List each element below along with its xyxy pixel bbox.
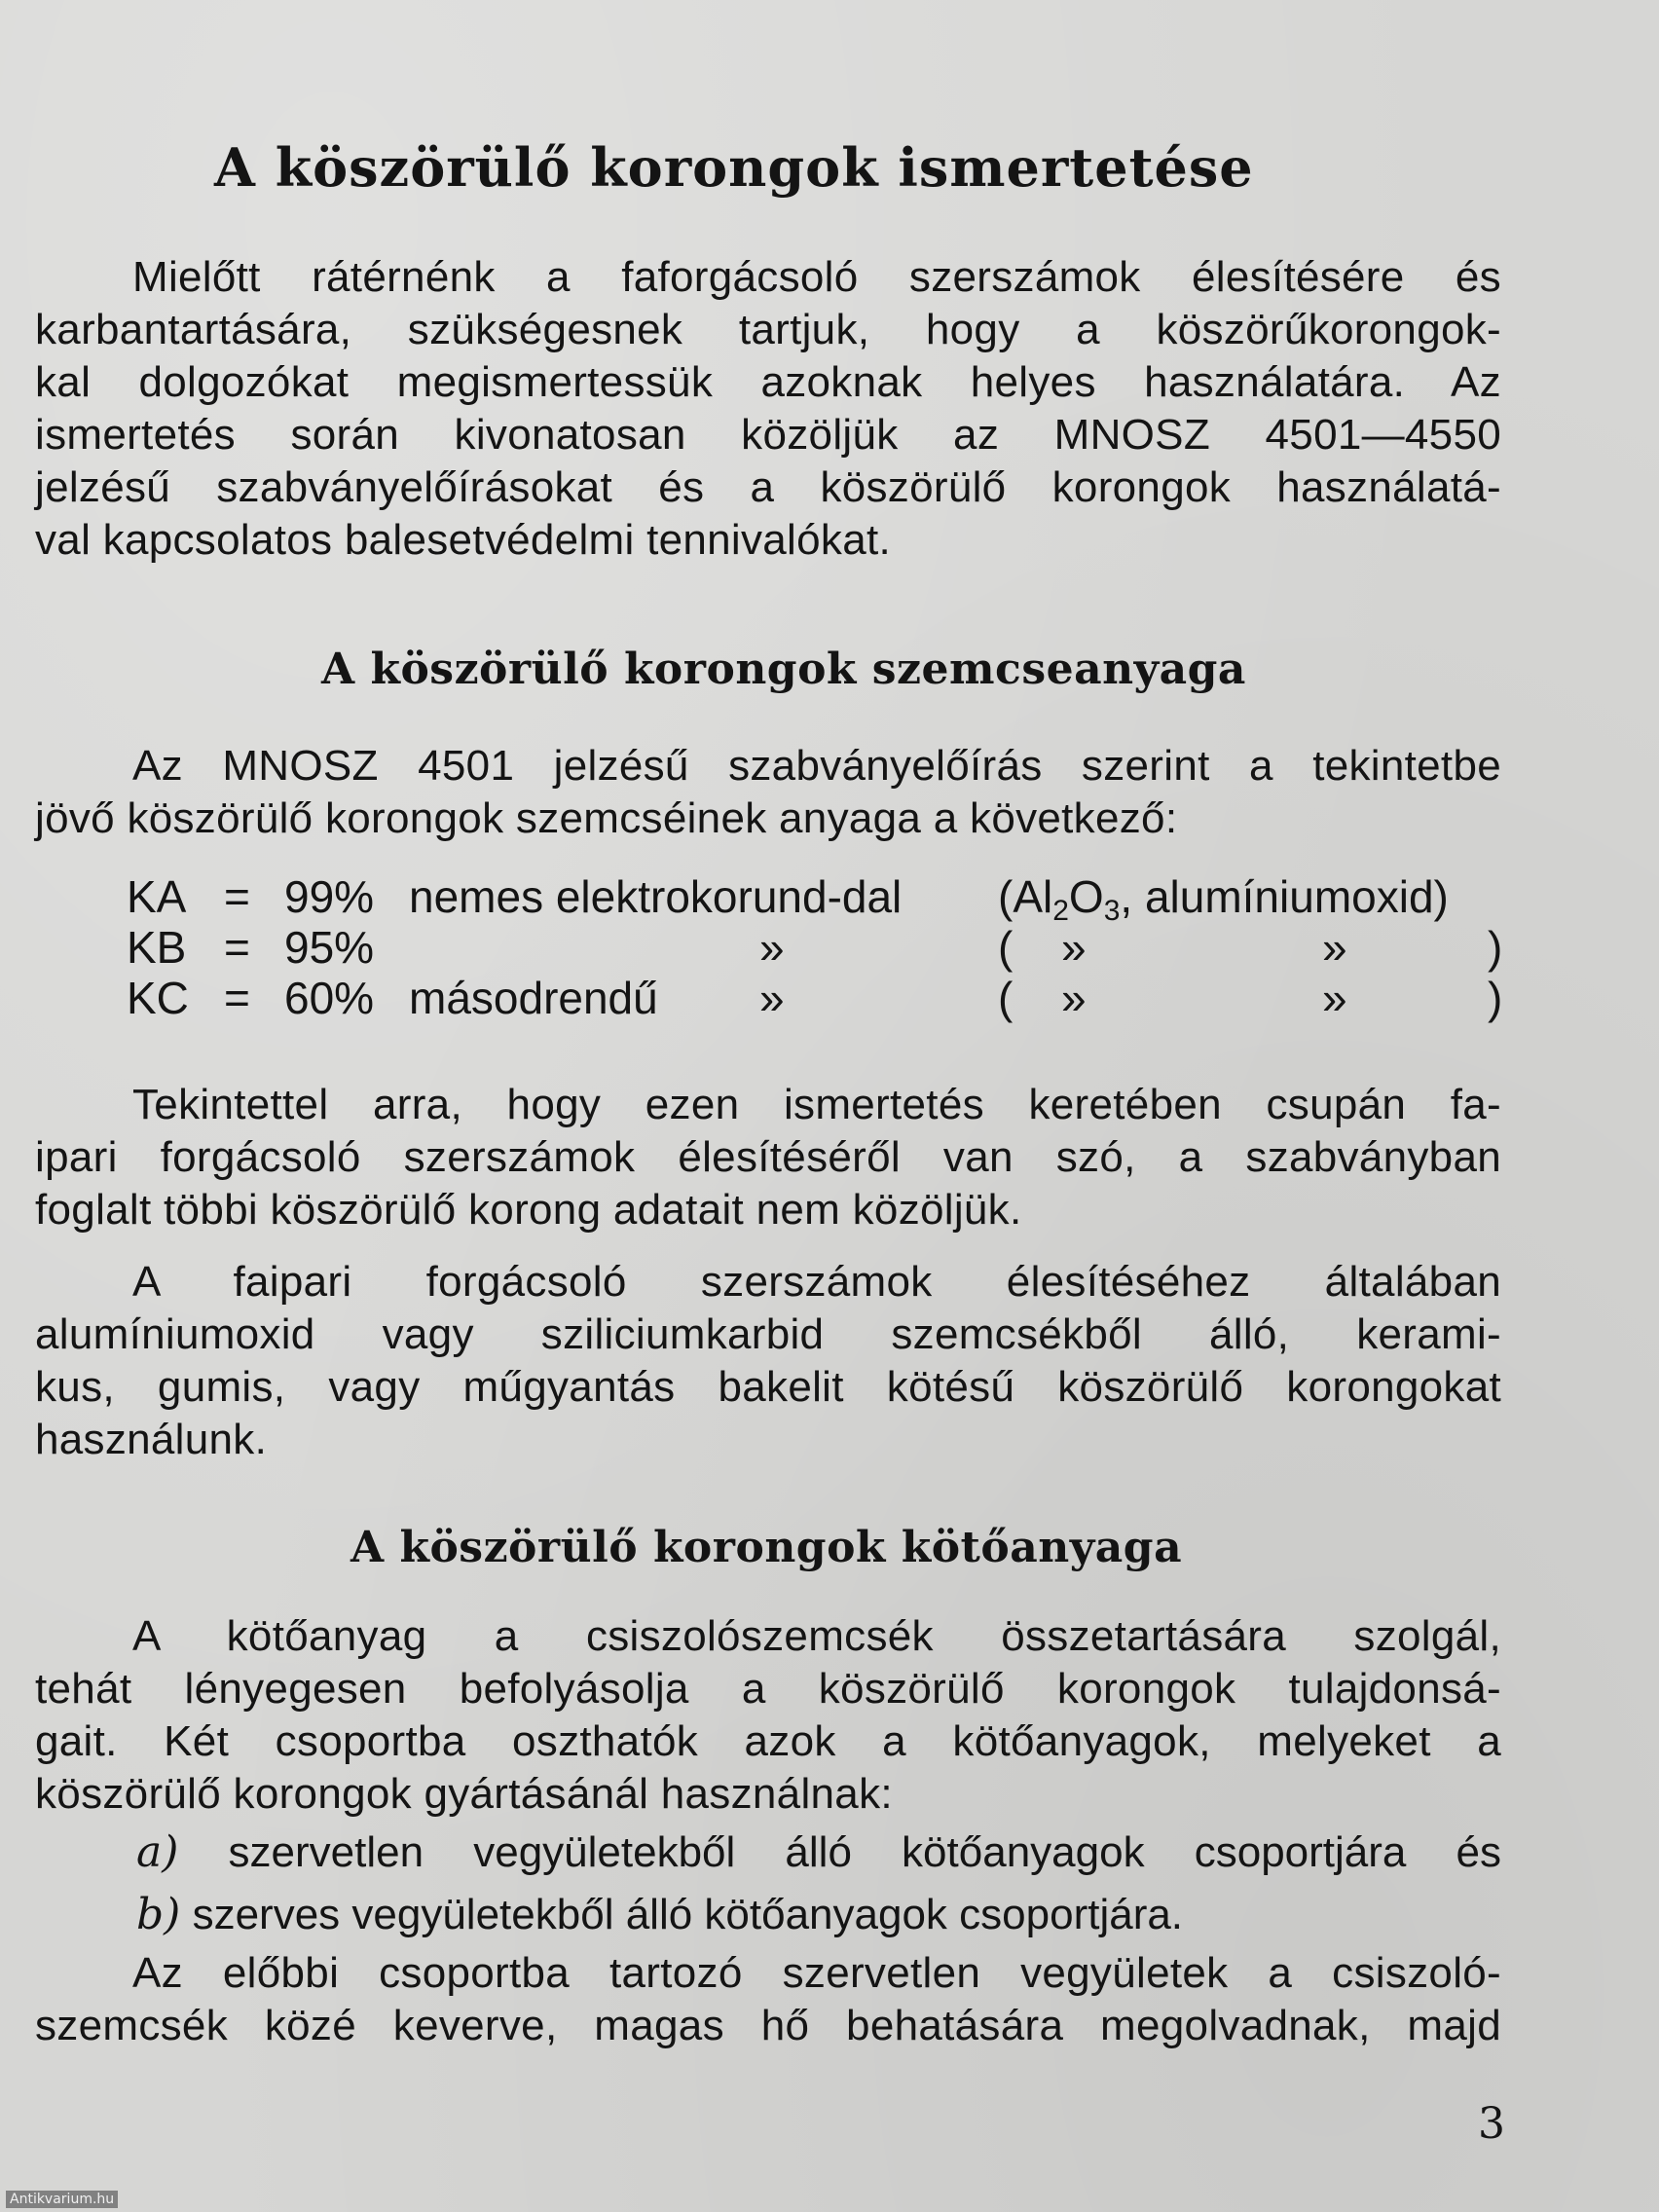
- bond-detail-paragraph: [35, 1947, 1501, 2052]
- text-line: kal dolgozókat megismertessük azoknak helyes használatára. Az: [35, 358, 1501, 406]
- text-line: használunk.: [35, 1416, 268, 1463]
- intro-paragraph: [35, 251, 1501, 567]
- list-item-b: [136, 1889, 1501, 1941]
- ditto-mark: »: [1322, 922, 1347, 973]
- list-label: a): [136, 1827, 179, 1877]
- text-line: Az előbbi csoportba tartozó szervetlen vegyületek a csiszoló-: [132, 1949, 1501, 1997]
- text-line: köszörülő korongok gyártásánál használnak:: [35, 1770, 893, 1818]
- close-paren: ): [1488, 922, 1503, 973]
- grain-percent: 95%: [284, 922, 375, 973]
- equals-sign: =: [224, 973, 250, 1023]
- wheel-types-paragraph: [35, 1256, 1501, 1466]
- close-paren: ): [1488, 973, 1503, 1023]
- text-line: ipari forgácsoló szerszámok élesítéséről van szó, a szabványban: [35, 1133, 1501, 1181]
- text-line: gait. Két csoportba oszthatók azok a kötőanyagok, melyeket a: [35, 1717, 1501, 1765]
- grain-description: nemes elektrokorund-dal: [409, 871, 903, 922]
- text-line: alumíniumoxid vagy sziliciumkarbid szemcsékből álló, kerami-: [35, 1310, 1501, 1358]
- list-text: szerves vegyületekből álló kötőanyagok csoportjára.: [192, 1891, 1184, 1938]
- bond-intro-paragraph: [35, 1610, 1501, 1821]
- ditto-mark: »: [1061, 973, 1087, 1023]
- grain-code: KA: [127, 871, 187, 922]
- equals-sign: =: [224, 871, 250, 922]
- grain-code: KC: [127, 973, 189, 1023]
- text-line: ismertetés során kivonatosan közöljük az MNOSZ 4501—4550: [35, 411, 1501, 459]
- text-line: val kapcsolatos balesetvédelmi tennivalókat.: [35, 516, 892, 564]
- grain-code: KB: [127, 922, 187, 973]
- ditto-mark: »: [1061, 922, 1087, 973]
- chemical-formula: ($Al_2O_3$, alumíniumoxid): [998, 871, 1449, 927]
- open-paren: (: [998, 973, 1014, 1023]
- watermark: Antikvarium.hu: [6, 2191, 118, 2208]
- formula-row-kb: [127, 922, 1509, 973]
- ditto-mark: »: [1322, 973, 1347, 1023]
- ditto-mark: »: [759, 922, 785, 973]
- list-item-a: [136, 1826, 1501, 1879]
- text-line: karbantartására, szükségesnek tartjuk, hogy a köszörűkorongok-: [35, 306, 1501, 353]
- text-line: kus, gumis, vagy műgyantás bakelit kötésű köszörülő korongokat: [35, 1363, 1501, 1411]
- text-line: jelzésű szabványelőírásokat és a köszörülő korongok használatá-: [35, 463, 1501, 511]
- text-line: Tekintettel arra, hogy ezen ismertetés keretében csupán fa-: [132, 1081, 1501, 1128]
- text-line: foglalt többi köszörülő korong adatait nem közöljük.: [35, 1186, 1022, 1234]
- text-line: Mielőtt rátérnénk a faforgácsoló szerszámok élesítésére és: [132, 253, 1501, 301]
- grain-material-list: [127, 871, 1509, 1023]
- formula-row-ka: [127, 871, 1509, 927]
- text-line: Az MNOSZ 4501 jelzésű szabványelőírás szerint a tekintetbe: [132, 742, 1501, 790]
- section-heading-bond: A köszörülő korongok kötőanyaga: [350, 1523, 1183, 1572]
- scope-paragraph: [35, 1079, 1501, 1236]
- text-line: A kötőanyag a csiszolószemcsék összetartására szolgál,: [132, 1612, 1501, 1660]
- section-heading-grain: A köszörülő korongok szemcseanyaga: [321, 645, 1246, 694]
- grain-percent: 99%: [284, 871, 375, 922]
- equals-sign: =: [224, 922, 250, 973]
- text-line: szemcsék közé keverve, magas hő behatására megolvadnak, majd: [35, 2002, 1501, 2049]
- grain-percent: 60%: [284, 973, 375, 1023]
- grain-description: másodrendű: [409, 973, 658, 1023]
- page-number: 3: [1478, 2099, 1505, 2149]
- page-title: A köszörülő korongok ismertetése: [214, 136, 1254, 199]
- open-paren: (: [998, 922, 1014, 973]
- grain-intro-paragraph: [35, 740, 1501, 845]
- formula-row-kc: [127, 973, 1509, 1023]
- ditto-mark: »: [759, 973, 785, 1023]
- text-line: jövő köszörülő korongok szemcséinek anyaga a következő:: [35, 794, 1178, 842]
- text-line: tehát lényegesen befolyásolja a köszörülő korongok tulajdonsá-: [35, 1665, 1501, 1713]
- list-text: szervetlen vegyületekből álló kötőanyagok csoportjára és: [228, 1828, 1501, 1876]
- text-line: A faipari forgácsoló szerszámok élesítéséhez általában: [132, 1258, 1501, 1306]
- list-label: b): [136, 1890, 181, 1939]
